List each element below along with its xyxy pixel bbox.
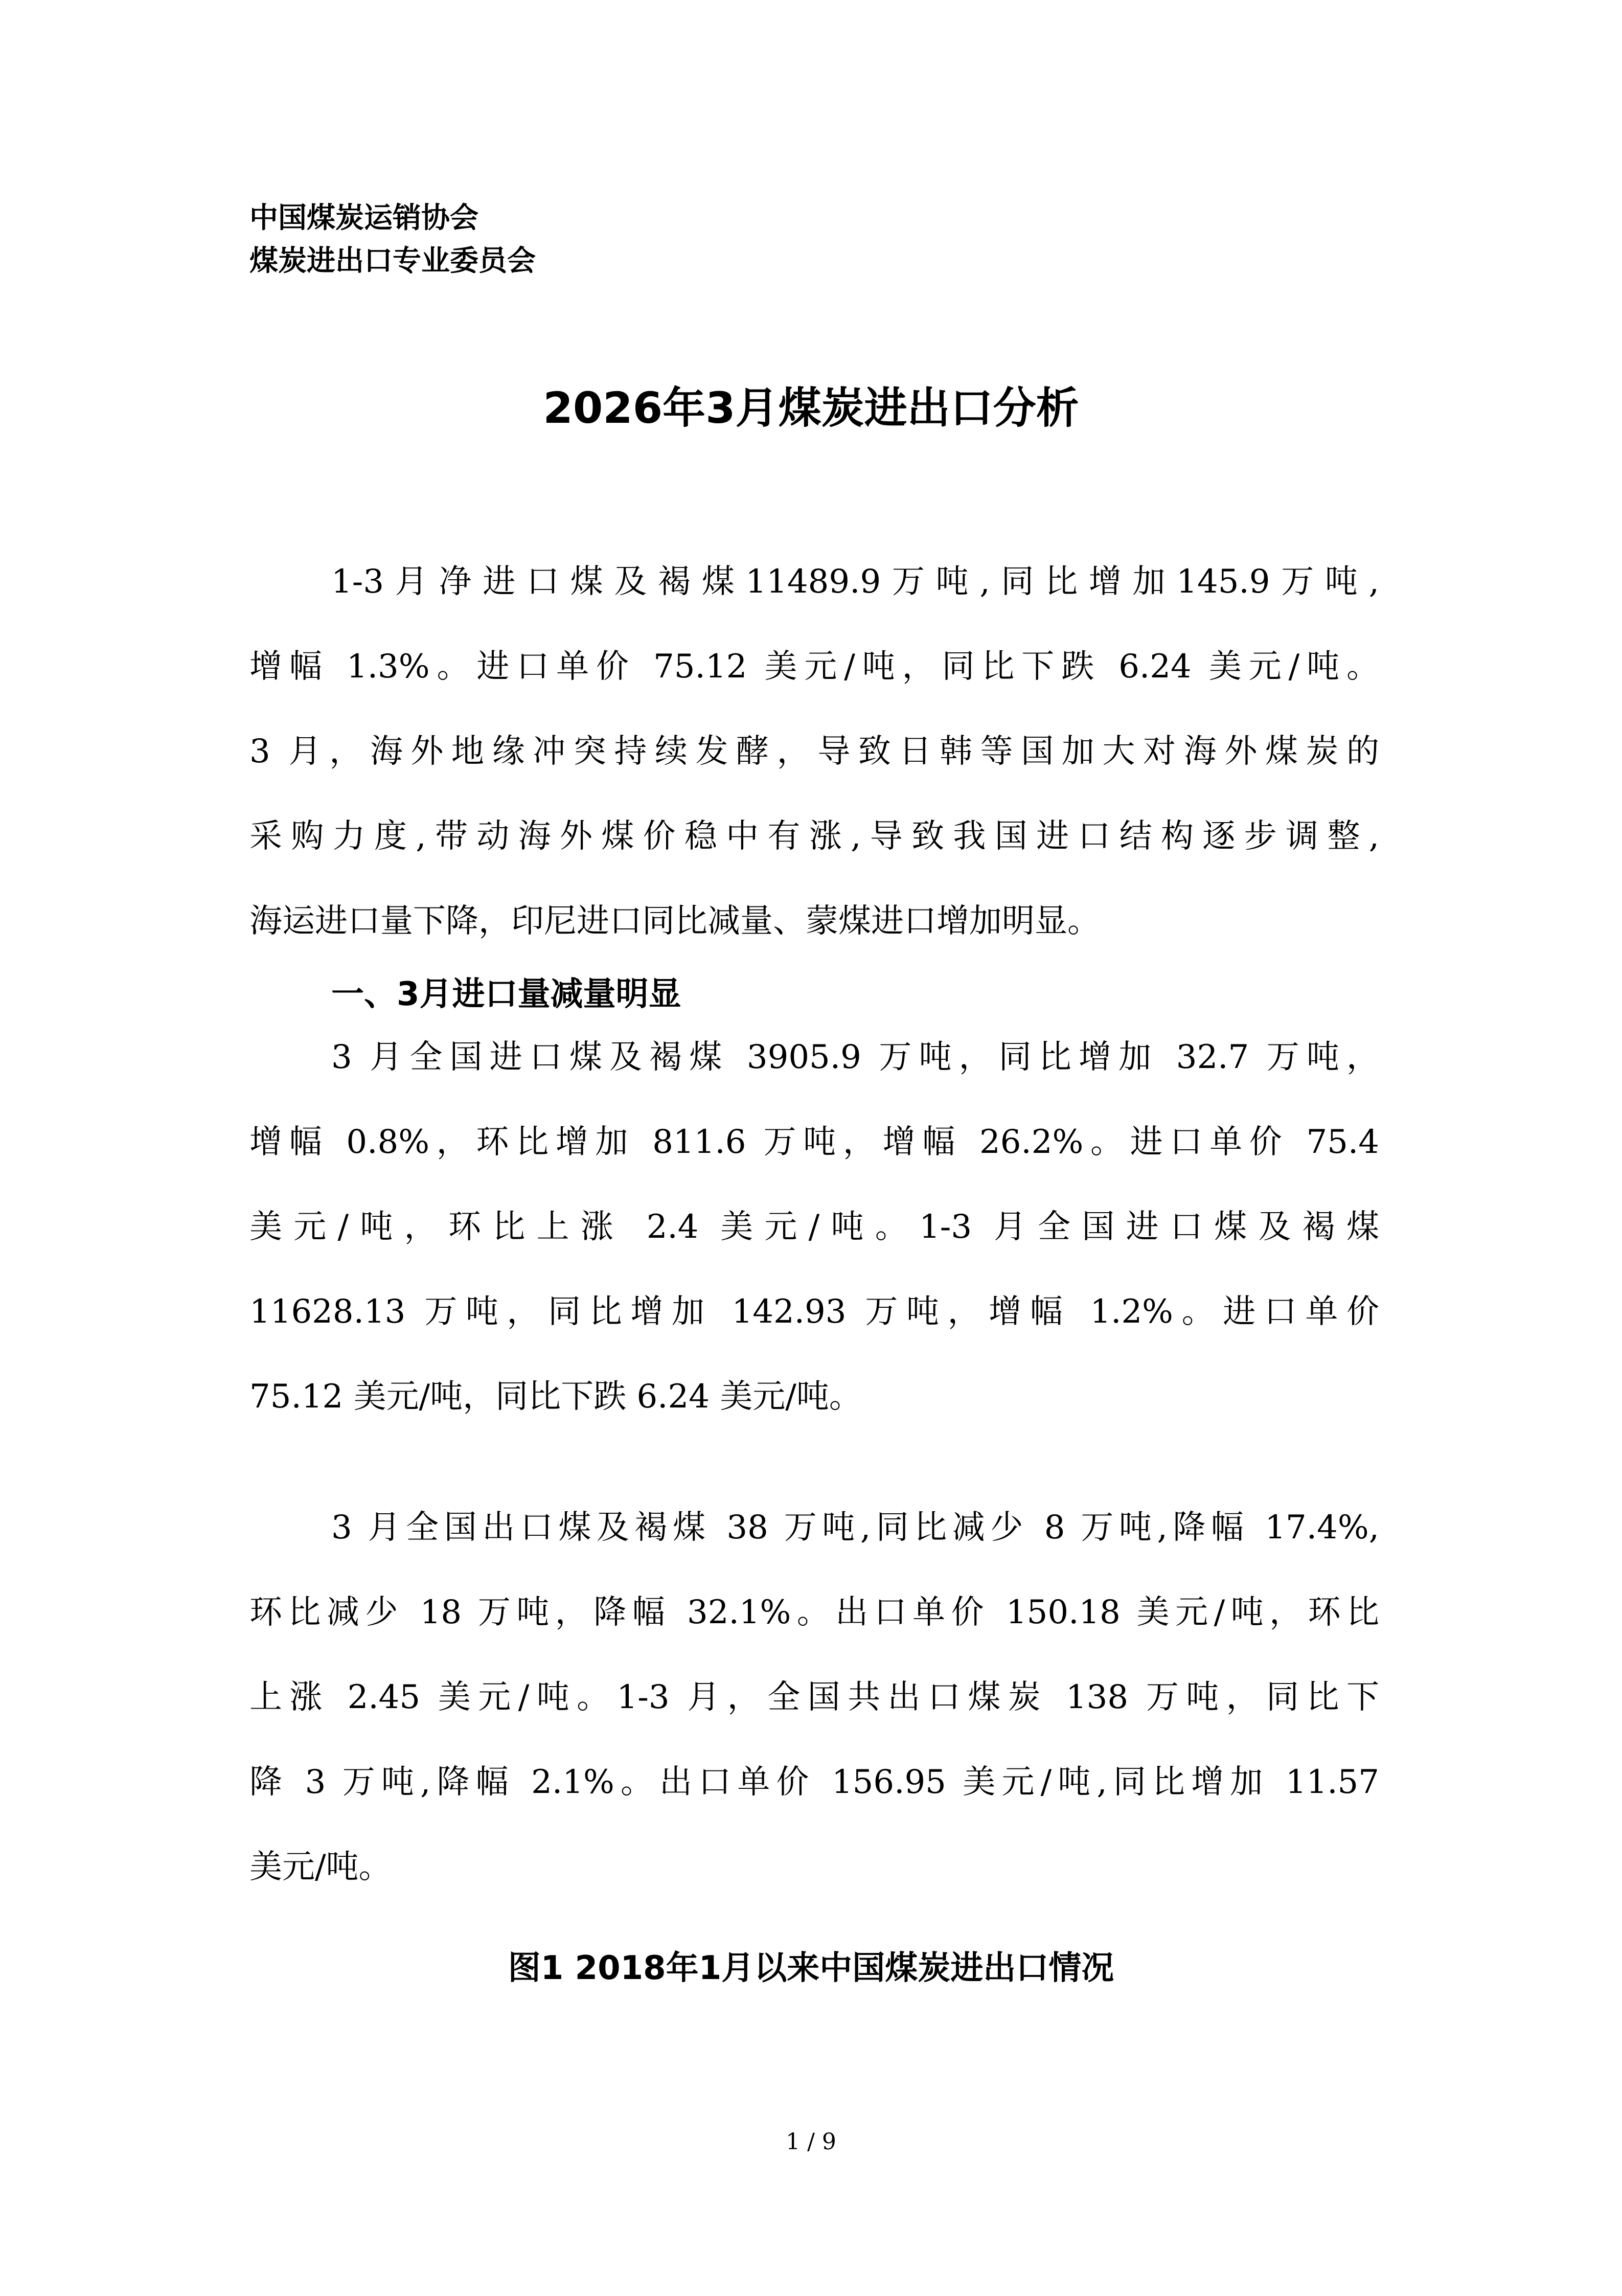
paragraph-line: 1-3月净进口煤及褐煤11489.9万吨,同比增加145.9万吨, (331, 563, 1379, 601)
paragraph-line: 采购力度,带动海外煤价稳中有涨,导致我国进口结构逐步调整, (249, 817, 1379, 855)
paragraph-line: 增幅 0.8%，环比增加 811.6 万吨，增幅 26.2%。进口单价 75.4 (249, 1123, 1379, 1161)
paragraph-line: 降 3 万吨,降幅 2.1%。出口单价 156.95 美元/吨,同比增加 11.57 (249, 1763, 1379, 1801)
paragraph-line: 11628.13 万吨，同比增加 142.93 万吨，增幅 1.2%。进口单价 (249, 1293, 1379, 1331)
paragraph-line: 环比减少 18 万吨，降幅 32.1%。出口单价 150.18 美元/吨，环比 (249, 1594, 1379, 1631)
import-paragraph (249, 1015, 1379, 1439)
paragraph-line: 美元/吨，环比上涨 2.4 美元/吨。1-3 月全国进口煤及褐煤 (249, 1208, 1379, 1246)
paragraph-line: 上涨 2.45 美元/吨。1-3 月，全国共出口煤炭 138 万吨，同比下 (249, 1678, 1379, 1716)
section-heading: 一、3月进口量减量明显 (331, 975, 681, 1013)
page-title: 2026年3月煤炭进出口分析 (543, 383, 1079, 433)
committee-name: 煤炭进出口专业委员会 (249, 244, 536, 278)
paragraph-line: 海运进口量下降，印尼进口同比减量、蒙煤进口增加明显。 (249, 902, 1100, 940)
paragraph-line: 3 月全国进口煤及褐煤 3905.9 万吨，同比增加 32.7 万吨， (331, 1038, 1379, 1076)
paragraph-line: 美元/吨。 (249, 1848, 392, 1886)
paragraph-line: 3 月全国出口煤及褐煤 38 万吨,同比减少 8 万吨,降幅 17.4%, (331, 1509, 1379, 1547)
org-name: 中国煤炭运销协会 (249, 201, 478, 235)
intro-paragraph (249, 539, 1379, 964)
paragraph-line: 75.12 美元/吨，同比下跌 6.24 美元/吨。 (249, 1378, 862, 1416)
page-number: 1 / 9 (786, 2129, 836, 2155)
paragraph-line: 3 月，海外地缘冲突持续发酵，导致日韩等国加大对海外煤炭的 (249, 733, 1379, 770)
paragraph-line: 增幅 1.3%。进口单价 75.12 美元/吨，同比下跌 6.24 美元/吨。 (249, 648, 1379, 686)
export-paragraph (249, 1485, 1379, 1909)
figure-caption: 图1 2018年1月以来中国煤炭进出口情况 (508, 1949, 1114, 1987)
